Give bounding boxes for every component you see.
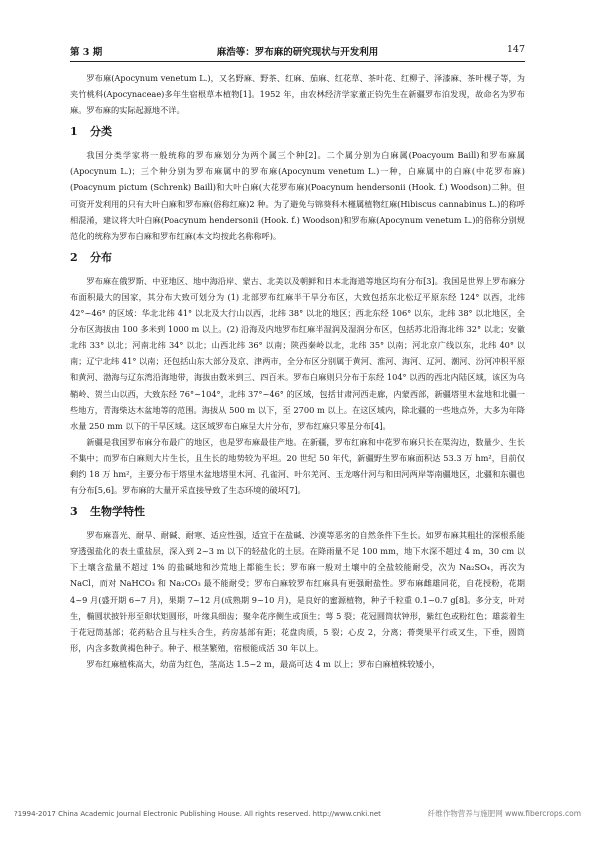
header-divider bbox=[70, 61, 525, 62]
section-heading-distribution bbox=[70, 251, 525, 265]
watermark-site: 纤维作物营养与施肥网 www.fibercrops.com bbox=[427, 809, 581, 818]
copyright-notice: ?1994-2017 China Academic Journal Electronic Publishing House. All rights reserved. http://www.cnki.net bbox=[14, 810, 381, 818]
article-body bbox=[70, 70, 525, 672]
paragraph: 新疆是我国罗布麻分布最广的地区，也是罗布麻最佳产地。在新疆，罗布红麻和中花罗布麻只长在渠沟边，数量少、生长不集中；而罗布白麻则大片生长，且生长的地势较为平坦。20 世纪 50 年代，新疆野生罗布麻面积达 53.3 万 hm²，目前仅剩约 18 万 hm²，主要分布于塔里木盆地塔里木河、孔雀河、叶尔羌河、玉龙喀什河与和田河两岸等南疆地区，北疆和东疆也有分布[5,6]。罗布麻的大量开采直接导致了生态环境的破坏[7]。 bbox=[70, 436, 525, 496]
page-footer bbox=[14, 808, 581, 822]
section-heading-biology bbox=[70, 505, 525, 519]
section-title: 分布 bbox=[90, 250, 112, 264]
section-title: 分类 bbox=[90, 125, 112, 139]
paragraph: 罗布麻在俄罗斯、中亚地区、地中海沿岸、蒙古、北美以及朝鲜和日本北海道等地区均有分布[3]。我国是世界上罗布麻分布面积最大的国家，其分布大致可划分为 (1) 北部罗布红麻半干旱分布区，大致包括东北松辽平原东经 124° 以西，北纬 42°~46° 的区域：华北北纬 41° 以北及大行山以西，北纬 38° 以北的地区；西北东经 106° 以东，北纬 38° 以北地区，全分布区海拔由 100 多米到 1000 m 以上。(2) 沿海及内地罗布红麻半湿润及湿润分布区，包括苏北沿海北纬 32° 以北；安徽北纬 33° 以北；河南北纬 34° 以北；山西北纬 36° 以南；陕西秦岭以北，北纬 35° 以南；河北京广线以东，北纬 40° 以南；辽宁北纬 41° 以南；还包括山东大部分及京、津两市，全分布区分别属于黄河、淮河、海河、辽河、潮河、汾河冲积平原和黄河、渤海与辽东湾沿海地带，海拔由数米到三、四百米。罗布白麻则只分布于东经 104° 以西的西北内陆区域，该区为乌鞘岭、贺兰山以西，大致东经 76°~104°，北纬 37°~46° 的区域，包括甘肃河西走廊，内蒙西部，新疆塔里木盆地和北疆一些地方，青海柴达木盆地等的范围。海拔从 500 m 以下，至 2700 m 以上。在这区域内，除北疆的一些地点外，大多为年降水量 250 mm 以下的干旱区域。这区域罗布白麻呈大片分布，罗布红麻只零星分布[4]。 bbox=[70, 275, 525, 431]
section-number: 3 bbox=[70, 505, 78, 519]
intro-paragraph: 罗布麻(Apocynum venetum L.)，又名野麻、野茶、红麻、茄麻、红花草、茶叶花、红柳子、泽漆麻、茶叶棵子等，为夹竹桃科(Apocynaceae)多年生宿根草本植物[1]。1952 年，由农林经济学家董正钧先生在新疆罗布泊发现，故命名为罗布麻。罗布麻的实际起源地不详。 bbox=[70, 73, 525, 116]
journal-issue: 第 3 期 bbox=[70, 47, 103, 58]
section-number: 2 bbox=[70, 250, 78, 264]
paragraph: 罗布红麻植株高大，幼苗为红色，茎高达 1.5~2 m，最高可达 4 m 以上；罗布白麻植株较矮小， bbox=[86, 658, 440, 669]
page-number: 147 bbox=[506, 44, 525, 55]
section-heading-classification bbox=[70, 125, 525, 139]
paragraph: 我国分类学家将一般统称的罗布麻划分为两个属三个种[2]。二个属分别为白麻属(Poacyoum Baill)和罗布麻属(Apocynum L.)；三个种分别为罗布麻属中的罗布麻(Apocynum venetum L.)一种，白麻属中的白麻(中花罗布麻)(Poacynum pictum (Schrenk) Baill)和大叶白麻(大花罗布麻)(Poacynum hendersonii (Hook. f.) Woodson)二种。但可资开发利用的只有大叶白麻和罗布麻(俗称红麻)2 种。为了避免与锦葵科木槿属植物红麻(Hibiscus cannabinus L.)的称呼相混淆，建议将大叶白麻(Poacynum hendersonii (Hook. f.) Woodson)和罗布麻(Apocynum venetum L.)的俗称分别规范化的统称为罗布白麻和罗布红麻(本文均按此名称称呼)。 bbox=[70, 150, 525, 241]
page-header bbox=[70, 44, 525, 62]
section-number: 1 bbox=[70, 125, 78, 139]
section-title: 生物学特性 bbox=[90, 505, 145, 519]
running-title: 麻浩等：罗布麻的研究现状与开发利用 bbox=[216, 47, 379, 58]
paragraph: 罗布麻喜光、耐旱、耐碱、耐寒、适应性强，适宜于在盐碱、沙漠等恶劣的自然条件下生长。如罗布麻其粗壮的深根系能穿透强盐化的表土重盐层，深入到 2~3 m 以下的轻盐化的土层。在降雨量不足 100 mm，地下水深不超过 4 m，30 cm 以下土壤含盐量不超过 1% 的盐碱地和沙荒地上都能生长；罗布麻一般对土壤中的全盐较能耐受，次为 Na₂SO₄，再次为 NaCl，而对 NaHCO₃ 和 Na₂CO₃ 最不能耐受；罗布白麻较罗布红麻具有更强耐盐性。罗布麻雌雄同花，自花授粉，花期 4~9 月(盛开期 6~7 月)，果期 7~12 月(成熟期 9~10 月)，是良好的蜜源植物，种子千粒重 0.1~0.7 g[8]。多分支，叶对生，椭圆状披针形至卵状矩圆形，叶缘具细齿；聚伞花序侧生或顶生；萼 5 裂；花冠圆筒状钟形，紫红色或粉红色；雄蕊着生于花冠筒基部；花药粘合且与柱头合生，药房基部有距；花盘肉质，5 裂；心皮 2，分离；蓇葖果平行或叉生，下垂，圆筒形，内含多数黄褐色种子。种子、根茎繁殖，宿根能成活 30 年以上。 bbox=[70, 530, 525, 653]
